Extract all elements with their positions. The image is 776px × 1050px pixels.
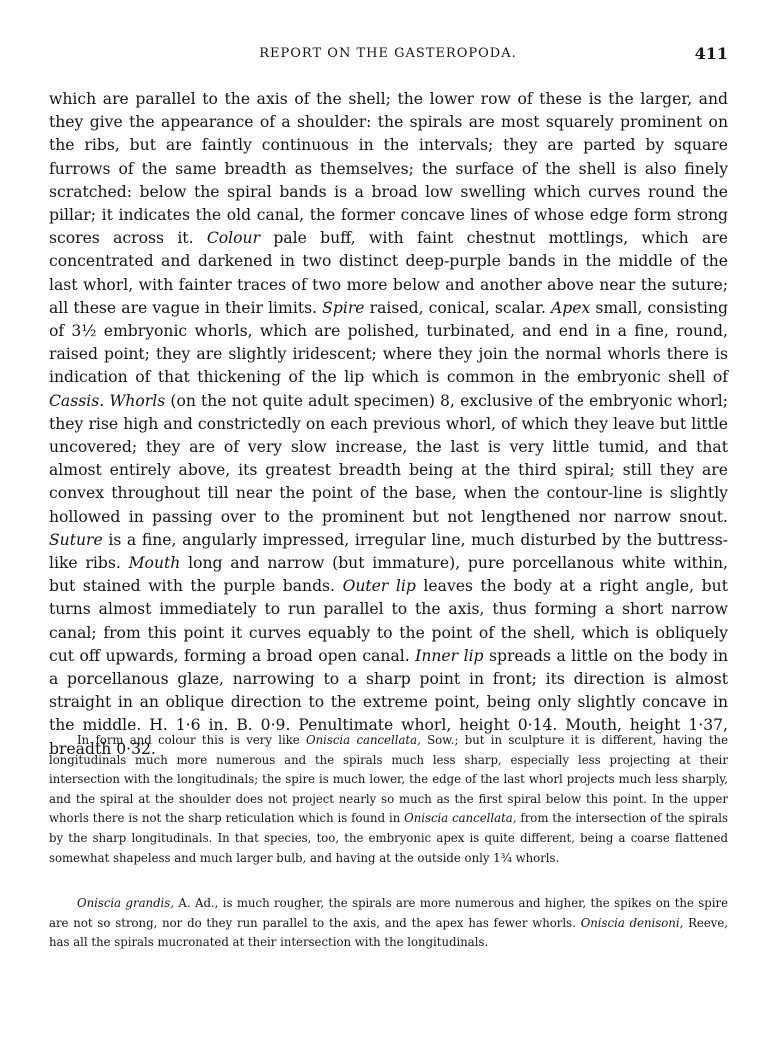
text-run: which are parallel to the axis of the shell; the lower row of these is the larger, and they give the appearance of a shoulder: the spirals are most squarely prominent on the ribs, but are faintly continuous in the intervals; they are parted by square furrows of the same breadth as themselves; the surface of the shell is also finely scratched: below the spiral bands is a broad low swelling which curves round the pillar; it indicates the old canal, the former concave lines of whose edge form strong scores across it. — [49, 90, 728, 248]
species-name: Oniscia grandis, — [77, 896, 175, 910]
term-colour: Colour — [206, 229, 261, 248]
text-run: is a fine, angularly impressed, irregular line, much disturbed by the buttress-like ribs. — [49, 530, 728, 573]
page-number: 411 — [694, 44, 728, 63]
term-spire: Spire — [322, 298, 365, 317]
term-cassis: Cassis. — [49, 391, 105, 410]
text-run: from the intersection of the spirals by the sharp longitudinals. In that species, too, the embryonic apex is quite different, being a coarse flattened somewhat shapeless and much larger bulb, and having at the outside only 1¾ whorls. — [49, 811, 728, 865]
text-run: small, consisting of 3½ embryonic whorls, which are polished, turbinated, and end in a fine, round, raised point; they are slightly iridescent; where they join the normal whorls there is indication of that thickening of the lip which is common in the embryonic shell of — [49, 298, 728, 387]
text-run: spreads a little on the body in a porcellanous glaze, narrowing to a sharp point in front; its direction is almost straight in an oblique direction to the extreme point, being only slightly concave in the middle. H. 1·6 in. B. 0·9. Penultimate whorl, height 0·14. Mouth, height 1·37, breadth 0·32. — [49, 646, 729, 758]
text-run: long and narrow (but immature), pure porcellanous white within, but stained with the purple bands. — [49, 554, 728, 596]
text-run: raised, conical, scalar. — [364, 298, 546, 317]
text-run: A. Ad., is much rougher, the spirals are more numerous and higher, the spikes on the spire are not so strong, nor do they run parallel to the axis, and the apex has fewer whorls. — [49, 896, 728, 930]
species-name: Oniscia denisoni, — [580, 915, 684, 930]
note-comparison-cancellata — [49, 731, 728, 868]
note-paragraph — [49, 894, 728, 953]
note-comparison-grandis — [49, 894, 728, 953]
text-run: (on the not quite adult specimen) 8, exclusive of the embryonic whorl; they rise high and constrictedly on each previous whorl, of which they leave but little uncovered; they are of very slow increase, the last is very little tumid, and that almost entirely above, its greatest breadth being at the third spiral; still they are convex throughout till near the point of the base, when the contour-line is slightly hollowed in passing over to the prominent but not lengthened nor narrow snout. — [49, 391, 728, 526]
term-whorls: Whorls — [109, 391, 166, 410]
term-apex: Apex — [551, 298, 591, 317]
text-run: leaves the body at a right angle, but turns almost immediately to run parallel to the axis, thus forming a short narrow canal; from this point it curves equably to the point of the shell, which is obliquely cut off upwards, forming a broad open canal. — [49, 577, 728, 665]
text-run: pale buff, with faint chestnut mottlings, which are concentrated and darkened in two distinct deep-purple bands in the middle of the last whorl, with fainter traces of two more below and another above near the suture; all these are vague in their limits. — [49, 229, 729, 317]
text-run: Sow.; but in sculpture it is different, having the longitudinals much more numerous and the spirals much less sharp, especially less projecting at their intersection with the longitudinals; the spire is much lower, the edge of the last whorl projects much less sharply, and the spiral at the shoulder does not project nearly so much as the first spiral below this point. In the upper whorls there is not the sharp reticulation which is found in — [49, 733, 728, 826]
term-inner-lip: Inner lip — [415, 646, 484, 665]
text-run: In form and colour this is very like — [77, 733, 307, 747]
species-name: Oniscia cancellata, — [306, 733, 421, 747]
running-head — [48, 44, 728, 66]
term-outer-lip: Outer lip — [342, 577, 416, 596]
species-name: Oniscia cancellata, — [404, 811, 517, 826]
term-mouth: Mouth — [128, 554, 181, 573]
main-description — [49, 88, 728, 761]
running-title: REPORT ON THE GASTEROPODA. — [259, 46, 517, 61]
description-paragraph — [49, 88, 728, 761]
text-run: Reeve, has all the spirals mucronated at their intersection with the longitudinals. — [49, 915, 728, 950]
note-paragraph — [49, 731, 728, 868]
term-suture: Suture — [49, 530, 103, 549]
